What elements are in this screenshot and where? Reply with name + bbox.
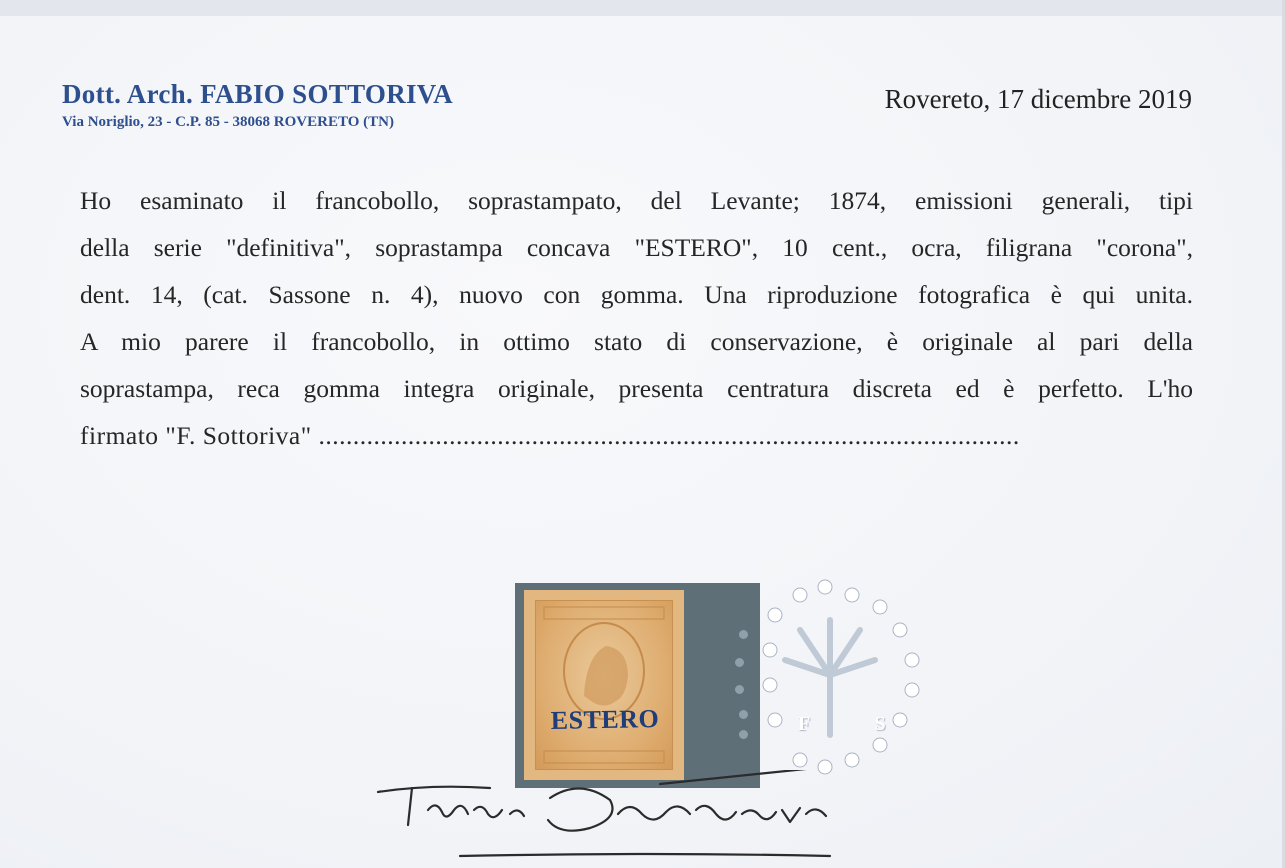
body-line-6: firmato "F. Sottoriva" ...................................................................................................... (80, 421, 1020, 450)
body-line-1: Ho esaminato il francobollo, soprastampato, del Levante; 1874, emissioni generali, tipi (80, 186, 1193, 215)
certificate-body (80, 177, 1193, 459)
stamp-overprint: ESTERO (550, 704, 660, 735)
letterhead-name: Dott. Arch. FABIO SOTTORIVA (62, 79, 453, 109)
body-line-2: della serie "definitiva", soprastampa concava "ESTERO", 10 cent., ocra, filigrana "corona", (80, 233, 1193, 262)
body-line-3: dent. 14, (cat. Sassone n. 4), nuovo con gomma. Una riproduzione fotografica è qui unita. (80, 280, 1193, 309)
embossed-seal-icon (740, 575, 970, 790)
body-line-4: A mio parere il francobollo, in ottimo stato di conservazione, è originale al pari della (80, 327, 1193, 356)
letterhead-address: Via Noriglio, 23 - C.P. 85 - 38068 ROVERETO (TN) (62, 114, 394, 130)
signature-icon (370, 770, 930, 860)
stamp-portrait-frame (535, 600, 673, 770)
scan-edge-top (0, 0, 1285, 16)
stamp-portrait-icon (536, 601, 672, 769)
body-line-5: soprastampa, reca gomma integra originale, presenta centratura discreta ed è perfetto. L'ho (80, 374, 1193, 403)
embossed-seal (740, 575, 970, 790)
embossed-seal-letters: F S (798, 713, 916, 735)
certificate-date: Rovereto, 17 dicembre 2019 (884, 84, 1192, 114)
